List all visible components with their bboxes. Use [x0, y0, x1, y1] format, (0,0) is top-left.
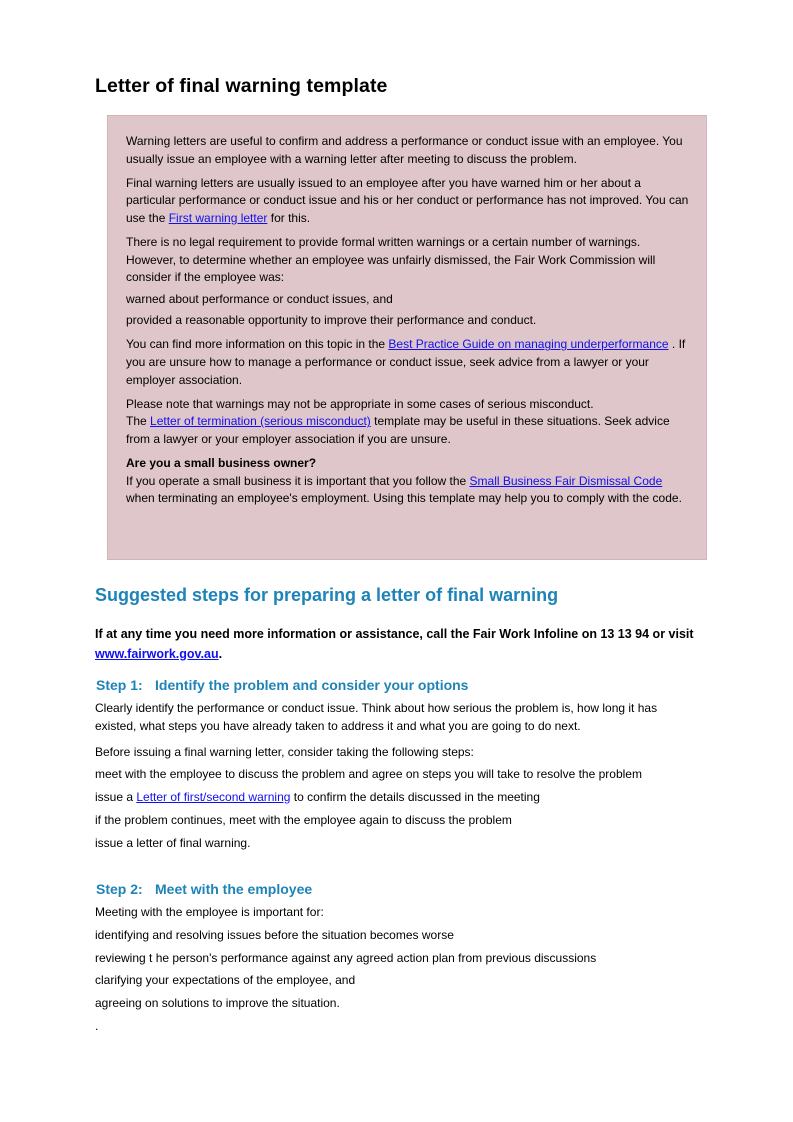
small-business-heading: Are you a small business owner? — [126, 456, 317, 470]
text-run: Final warning letters are usually issued to an employee after you have warned him or her about a particular performance or conduct issue and his or her conduct or performance has not improved. You can use the — [126, 175, 689, 225]
guidance-paragraph — [126, 336, 692, 389]
text-run: for this. — [267, 210, 311, 225]
trailing-mark: . — [95, 1019, 99, 1033]
guidance-paragraph: There is no legal requirement to provide formal written warnings or a certain number of warnings. However, to determine whether an employee was unfairly dismissed, the Fair Work Commission will consider if the employee was: — [126, 234, 656, 285]
step2-list-item: identifying and resolving issues before the situation becomes worse — [95, 927, 454, 942]
text-run: when terminating an employee's employment. Using this template may help you to comply with the code. — [126, 491, 682, 506]
first-second-warning-link[interactable]: Letter of first/second warning — [136, 790, 291, 805]
text-run: Please note that warnings may not be appropriate in some cases of serious misconduct. — [126, 396, 594, 411]
text-run: . — [218, 646, 223, 661]
fair-dismissal-code-link[interactable]: Small Business Fair Dismissal Code — [469, 473, 663, 488]
step2-list-item: clarifying your expectations of the employee, and — [95, 973, 356, 988]
text-run: If at any time you need more information or assistance, call the Fair Work Infoline on 13 13 94 or visit — [95, 627, 694, 641]
text-run: You can find more information on this topic in the — [126, 337, 389, 352]
step1-paragraph: Before issuing a final warning letter, consider taking the following steps: — [95, 744, 474, 759]
step1-list-item: meet with the employee to discuss the problem and agree on steps you will take to resolve the problem — [95, 767, 642, 782]
text-run: template may be useful in these situations. Seek advice from a lawyer or your employer association if you are unsure. — [126, 414, 670, 446]
guidance-paragraph: Warning letters are useful to confirm and address a performance or conduct issue with an employee. You usually issue an employee with a warning letter after meeting to discuss the problem. — [126, 134, 683, 166]
first-warning-letter-link[interactable]: First warning letter — [168, 210, 268, 225]
text-run: The — [126, 414, 151, 429]
best-practice-guide-link[interactable]: Best Practice Guide on managing underperformance — [388, 337, 669, 352]
step2-label: Step 2: — [96, 881, 143, 897]
guidance-box-content — [126, 133, 692, 514]
page-title: Letter of final warning template — [95, 75, 388, 97]
guidance-paragraph — [126, 455, 692, 508]
step2-list-item: agreeing on solutions to improve the situation. — [95, 996, 340, 1011]
step2-list-item: reviewing t he person's performance against any agreed action plan from previous discussions — [95, 950, 597, 965]
section-heading: Suggested steps for preparing a letter of final warning — [95, 585, 559, 605]
step1-heading — [96, 677, 468, 693]
step1-body — [95, 700, 695, 853]
text-run: If you operate a small business it is important that you follow the — [126, 473, 470, 488]
step1-list-item — [95, 789, 695, 807]
termination-letter-link[interactable]: Letter of termination (serious misconduct) — [150, 414, 371, 429]
step2-body — [95, 904, 695, 1013]
step2-paragraph: Meeting with the employee is important for: — [95, 905, 324, 919]
step2-heading — [96, 881, 312, 897]
step2-title: Meet with the employee — [155, 881, 313, 897]
step1-paragraph: Clearly identify the performance or conduct issue. Think about how serious the problem is, how long it has existed, what steps you have already taken to address it and what you are going to do next. — [95, 701, 658, 733]
guidance-paragraph — [126, 396, 692, 449]
text-run: to confirm the details discussed in the meeting — [290, 790, 540, 805]
guidance-list-item: warned about performance or conduct issues, and — [126, 291, 393, 306]
fairwork-website-link[interactable]: www.fairwork.gov.au — [95, 646, 219, 661]
guidance-paragraph — [126, 175, 692, 228]
step1-title: Identify the problem and consider your options — [155, 677, 469, 693]
guidance-list-item: provided a reasonable opportunity to improve their performance and conduct. — [126, 313, 537, 328]
text-run: . If you are unsure how to manage a performance or conduct issue, seek advice from a lawyer or your employer association. — [126, 337, 686, 387]
step1-list-item: if the problem continues, meet with the employee again to discuss the problem — [95, 812, 512, 827]
guidance-box — [107, 115, 707, 560]
step1-list-item: issue a letter of final warning. — [95, 835, 251, 850]
step1-label: Step 1: — [96, 677, 143, 693]
text-run: issue a — [95, 790, 137, 805]
infoline-intro — [95, 625, 695, 664]
